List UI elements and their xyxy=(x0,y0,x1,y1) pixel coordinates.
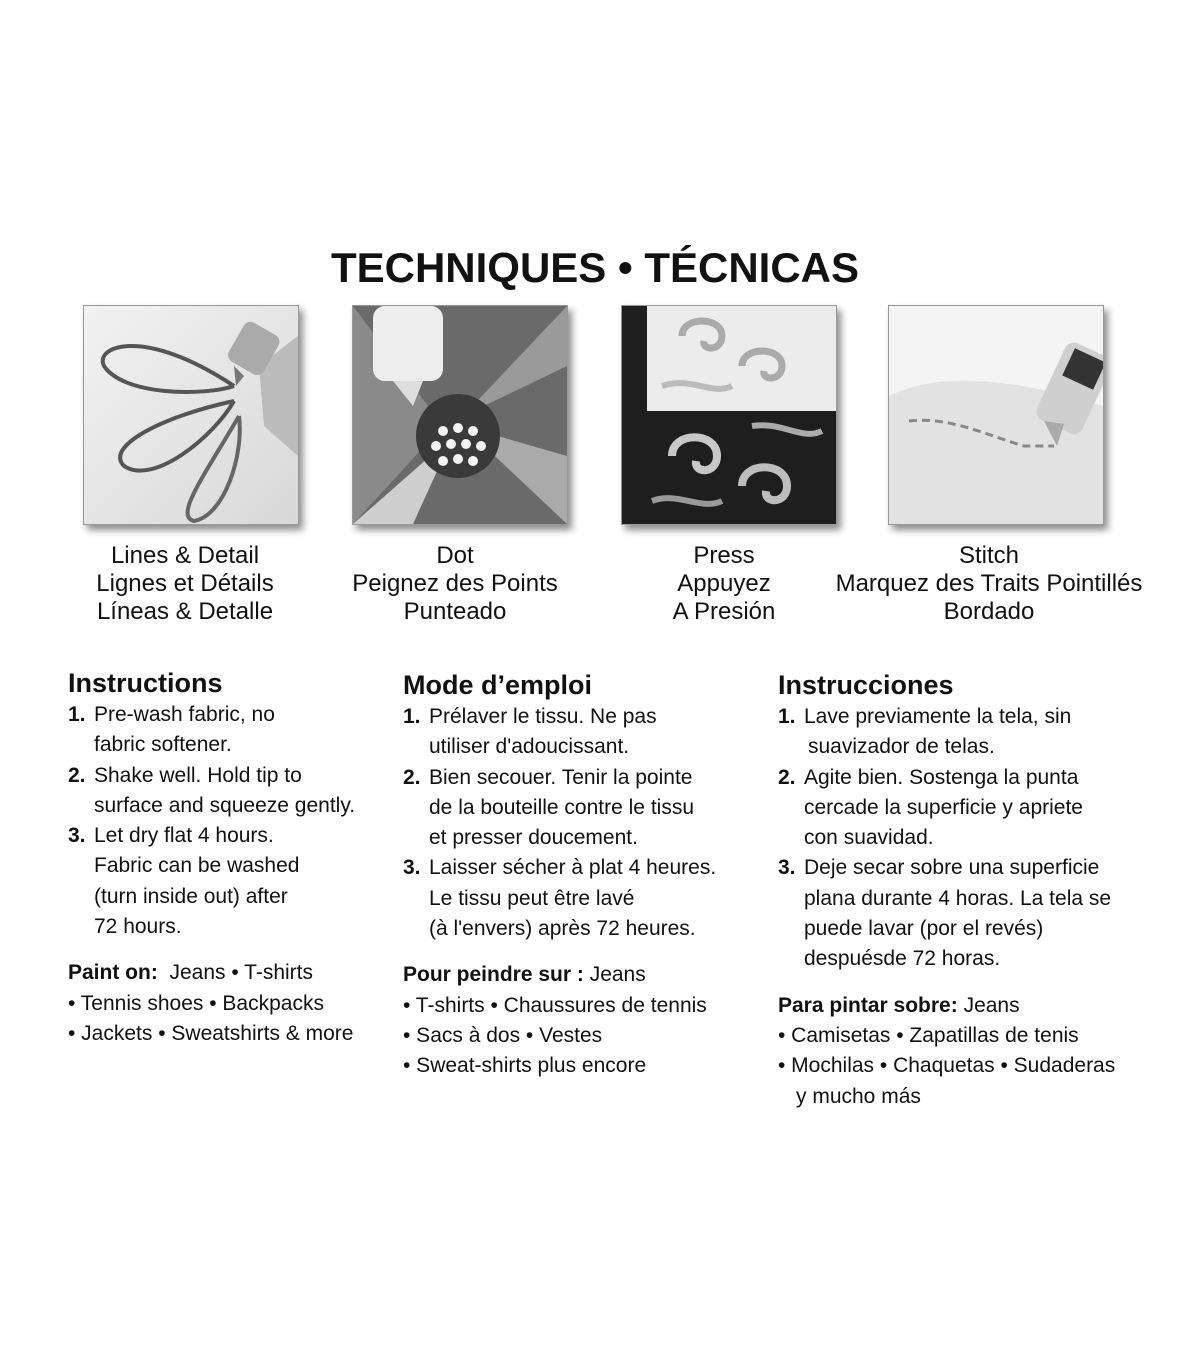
french-step-2: 2. Bien secouer. Tenir la pointe de la bouteille contre le tissu et presser doucement. xyxy=(403,765,694,850)
english-heading: Instructions xyxy=(68,668,223,698)
caption-en: Press xyxy=(693,542,755,569)
caption-stitch xyxy=(819,542,1159,626)
instructions-english xyxy=(68,666,388,1049)
paint-label: Para pintar sobre: xyxy=(778,993,958,1017)
caption-fr: Appuyez xyxy=(677,570,771,597)
instructions-french xyxy=(403,668,753,1082)
stitch-photo xyxy=(888,305,1104,525)
caption-lines-detail xyxy=(35,542,335,626)
caption-es: Líneas & Detalle xyxy=(96,598,274,625)
english-paint-on: Paint on: Jeans • T-shirts • Tennis shoes • Backpacks • Jackets • Sweatshirts & more xyxy=(68,961,354,1045)
spanish-step-1: 1. Lave previamente la tela, sin suavizador de telas. xyxy=(778,705,1072,759)
english-step-2: 2. Shake well. Hold tip to surface and squeeze gently. xyxy=(68,763,356,817)
caption-en: Stitch xyxy=(958,542,1020,569)
caption-fr: Peignez des Points xyxy=(352,570,558,597)
lines-detail-photo xyxy=(83,305,299,525)
dot-photo xyxy=(352,305,568,525)
spanish-step-3: 3. Deje secar sobre una superficie plana durante 4 horas. La tela se puede lavar (por el revés) despuésde 72 horas. xyxy=(778,856,1112,971)
caption-dot xyxy=(305,542,605,626)
press-photo xyxy=(621,305,837,525)
caption-es: Bordado xyxy=(943,598,1035,625)
caption-en: Lines & Detail xyxy=(110,542,260,569)
caption-es: A Presión xyxy=(672,598,776,625)
caption-en: Dot xyxy=(436,542,474,569)
paint-label: Paint on: xyxy=(68,961,158,985)
french-step-3: 3. Laisser sécher à plat 4 heures. Le tissu peut être lavé (à l'envers) après 72 heures. xyxy=(403,856,717,941)
spanish-paint-on: Para pintar sobre: Jeans • Camisetas • Zapatillas de tenis • Mochilas • Chaquetas • Sudaderas y mucho más xyxy=(778,993,1116,1108)
french-step-1: 1. Prélaver le tissu. Ne pas utiliser d'adoucissant. xyxy=(403,705,657,759)
french-heading: Mode d’emploi xyxy=(403,670,592,700)
french-paint-on: Pour peindre sur : Jeans • T-shirts • Chaussures de tennis • Sacs à dos • Vestes • Sweat-shirts plus encore xyxy=(403,963,707,1078)
page-title: TECHNIQUES • TÉCNICAS xyxy=(330,244,860,291)
spanish-step-2: 2. Agite bien. Sostenga la punta cercade la superficie y apriete con suavidad. xyxy=(778,765,1083,850)
caption-fr: Lignes et Détails xyxy=(96,570,274,597)
english-step-1: 1. Pre-wash fabric, no fabric softener. xyxy=(68,703,275,757)
paint-label: Pour peindre sur : xyxy=(403,963,584,987)
english-step-3: 3. Let dry flat 4 hours. Fabric can be washed (turn inside out) after 72 hours. xyxy=(68,824,300,939)
caption-fr: Marquez des Traits Pointillés xyxy=(835,570,1143,597)
caption-es: Punteado xyxy=(403,598,507,625)
spanish-heading: Instrucciones xyxy=(778,670,954,700)
instructions-spanish xyxy=(778,668,1178,1112)
